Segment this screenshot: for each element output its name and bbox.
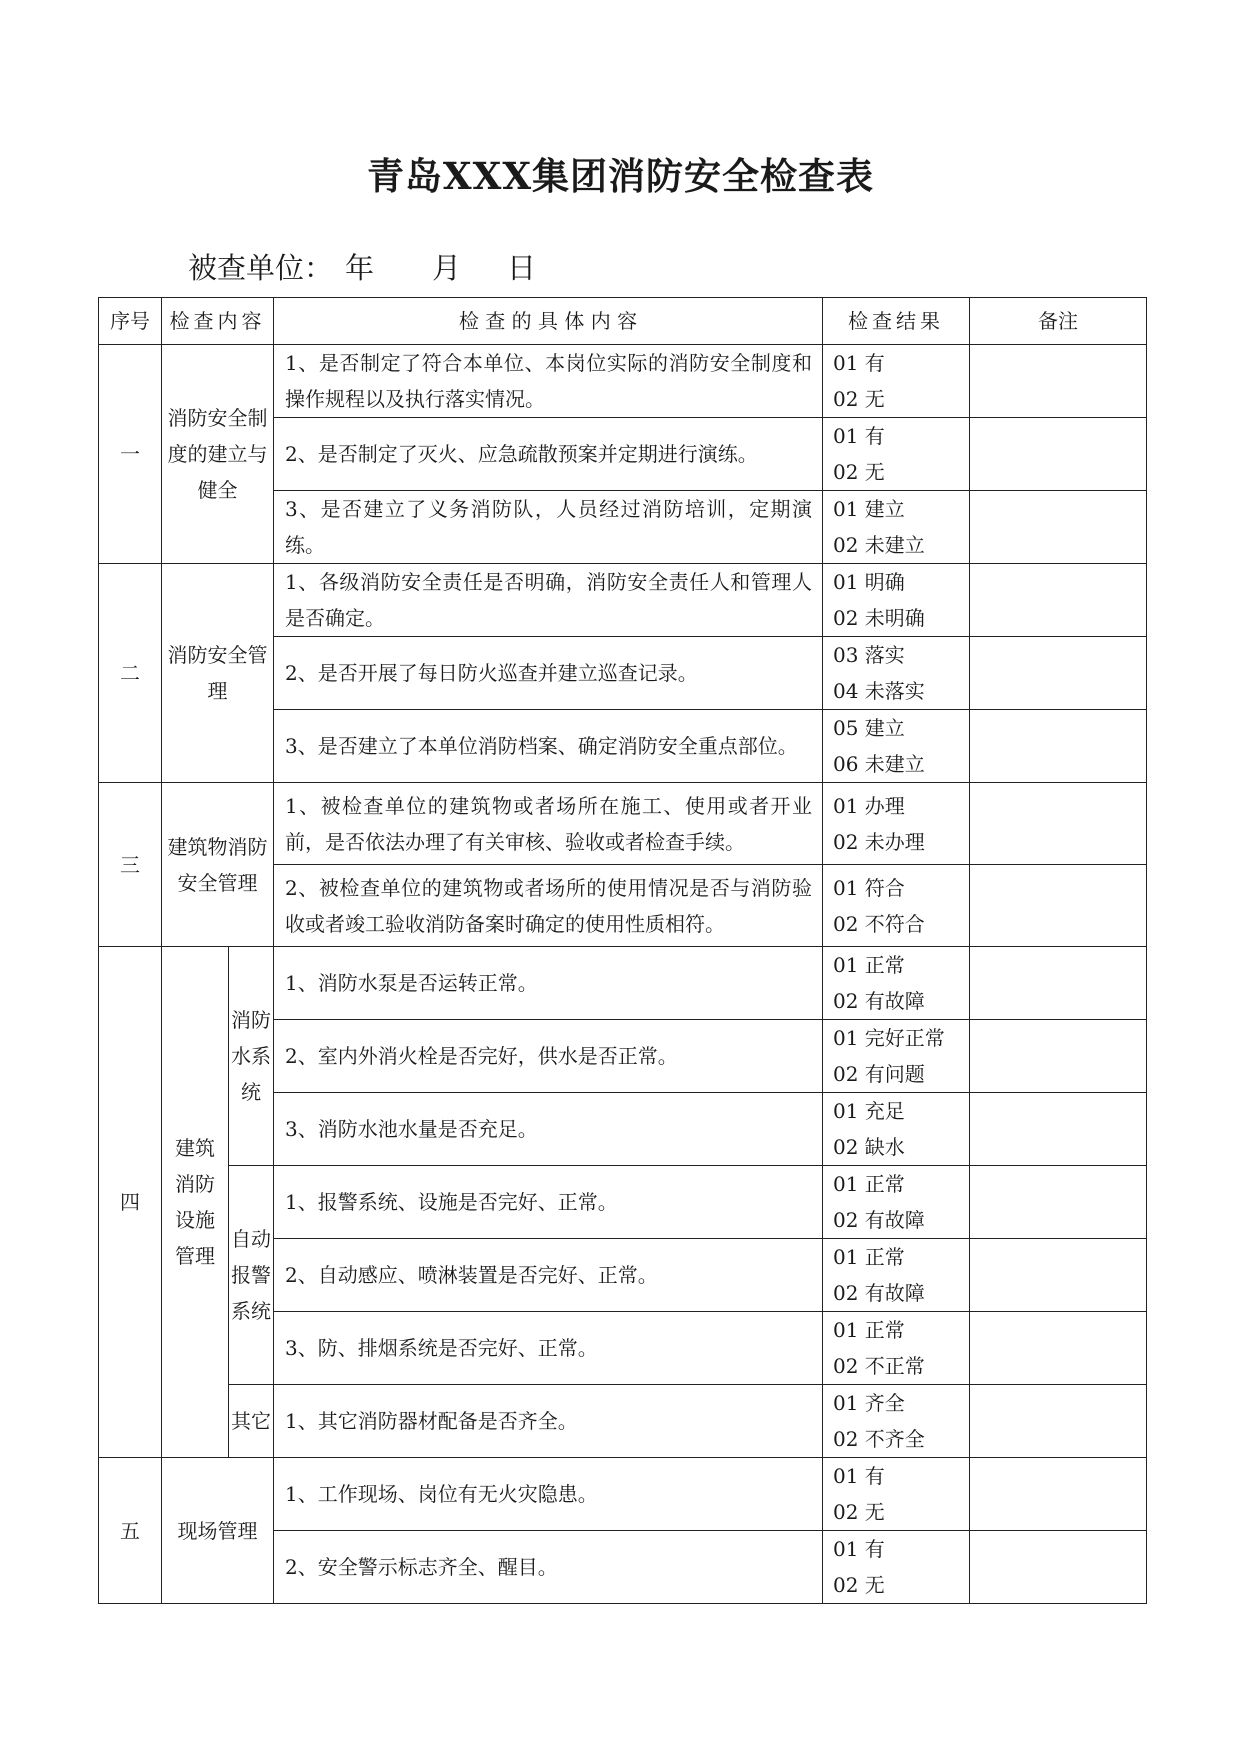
header-item: 检查内容 bbox=[162, 298, 274, 345]
remark-cell bbox=[970, 491, 1147, 564]
remark-cell bbox=[970, 1385, 1147, 1458]
remark-cell bbox=[970, 1166, 1147, 1239]
result-option: 01 正常 bbox=[833, 1245, 905, 1269]
inspected-unit-label: 被查单位： bbox=[188, 251, 334, 285]
table-row bbox=[99, 564, 1147, 637]
remark-cell bbox=[970, 710, 1147, 783]
result-option: 01 正常 bbox=[833, 1172, 905, 1196]
result-option: 01 齐全 bbox=[833, 1391, 905, 1415]
result-option: 01 有 bbox=[833, 424, 885, 448]
check-content-cell: 1、报警系统、设施是否完好、正常。 bbox=[274, 1166, 823, 1239]
result-option: 02 未建立 bbox=[833, 533, 925, 557]
check-content-cell: 2、是否开展了每日防火巡查并建立巡查记录。 bbox=[274, 637, 823, 710]
result-option: 02 有故障 bbox=[833, 989, 925, 1013]
remark-cell bbox=[970, 564, 1147, 637]
remark-cell bbox=[970, 345, 1147, 418]
check-content-cell: 3、防、排烟系统是否完好、正常。 bbox=[274, 1312, 823, 1385]
check-content-cell: 1、是否制定了符合本单位、本岗位实际的消防安全制度和操作规程以及执行落实情况。 bbox=[274, 345, 823, 418]
remark-cell bbox=[970, 1020, 1147, 1093]
check-content-cell: 2、安全警示标志齐全、醒目。 bbox=[274, 1531, 823, 1604]
result-option: 03 落实 bbox=[833, 643, 905, 667]
result-option: 02 无 bbox=[833, 1573, 885, 1597]
remark-cell bbox=[970, 1312, 1147, 1385]
result-option: 01 符合 bbox=[833, 875, 905, 900]
check-content-cell: 1、各级消防安全责任是否明确，消防安全责任人和管理人是否确定。 bbox=[274, 564, 823, 637]
table-row bbox=[99, 783, 1147, 865]
result-cell bbox=[823, 1093, 970, 1166]
check-content-cell: 3、消防水池水量是否充足。 bbox=[274, 1093, 823, 1166]
result-option: 02 缺水 bbox=[833, 1135, 905, 1159]
result-option: 02 无 bbox=[833, 1500, 885, 1524]
section-category: 消防安全制度的建立与健全 bbox=[162, 345, 274, 564]
section-category: 现场管理 bbox=[162, 1458, 274, 1604]
table-row bbox=[99, 1458, 1147, 1531]
result-option: 02 无 bbox=[833, 460, 885, 484]
result-option: 02 未办理 bbox=[833, 829, 925, 854]
check-content-cell: 1、被检查单位的建筑物或者场所在施工、使用或者开业前，是否依法办理了有关审核、验收或者检查手续。 bbox=[274, 783, 823, 865]
document-title: 青岛XXX集团消防安全检查表 bbox=[366, 154, 875, 198]
section-number: 一 bbox=[99, 345, 162, 564]
check-content-cell: 2、是否制定了灭火、应急疏散预案并定期进行演练。 bbox=[274, 418, 823, 491]
remark-cell bbox=[970, 1239, 1147, 1312]
year-label: 年 bbox=[345, 251, 375, 285]
result-cell bbox=[823, 491, 970, 564]
subsystem-name: 自动报警系统 bbox=[229, 1166, 274, 1385]
result-option: 02 不符合 bbox=[833, 911, 925, 936]
result-option: 01 充足 bbox=[833, 1099, 905, 1123]
check-content-cell: 2、自动感应、喷淋装置是否完好、正常。 bbox=[274, 1239, 823, 1312]
check-content-cell: 1、消防水泵是否运转正常。 bbox=[274, 947, 823, 1020]
header-row bbox=[99, 298, 1147, 345]
section-category: 建筑消防设施管理 bbox=[162, 947, 229, 1458]
result-option: 02 无 bbox=[833, 387, 885, 411]
day-label: 日 bbox=[507, 251, 537, 285]
result-option: 01 正常 bbox=[833, 953, 905, 977]
remark-cell bbox=[970, 418, 1147, 491]
check-content-cell: 2、被检查单位的建筑物或者场所的使用情况是否与消防验收或者竣工验收消防备案时确定的使用性质相符。 bbox=[274, 865, 823, 947]
result-option: 01 正常 bbox=[833, 1318, 905, 1342]
result-option: 02 不齐全 bbox=[833, 1427, 925, 1451]
result-option: 01 有 bbox=[833, 1464, 885, 1488]
header-result: 检查结果 bbox=[823, 298, 970, 345]
inspected-unit-line bbox=[188, 246, 536, 287]
result-option: 01 建立 bbox=[833, 497, 905, 521]
result-cell bbox=[823, 1312, 970, 1385]
remark-cell bbox=[970, 637, 1147, 710]
section-number: 五 bbox=[99, 1458, 162, 1604]
check-content-cell: 3、是否建立了本单位消防档案、确定消防安全重点部位。 bbox=[274, 710, 823, 783]
result-option: 06 未建立 bbox=[833, 752, 925, 776]
section-number: 二 bbox=[99, 564, 162, 783]
result-cell bbox=[823, 947, 970, 1020]
month-label: 月 bbox=[432, 251, 462, 285]
remark-cell bbox=[970, 1093, 1147, 1166]
result-cell bbox=[823, 418, 970, 491]
result-option: 01 有 bbox=[833, 1537, 885, 1561]
section-number: 三 bbox=[99, 783, 162, 947]
result-cell bbox=[823, 710, 970, 783]
result-option: 02 有故障 bbox=[833, 1281, 925, 1305]
subsystem-name: 消防水系统 bbox=[229, 947, 274, 1166]
result-option: 02 有问题 bbox=[833, 1062, 925, 1086]
remark-cell bbox=[970, 865, 1147, 947]
result-cell bbox=[823, 637, 970, 710]
result-option: 01 有 bbox=[833, 351, 885, 375]
remark-cell bbox=[970, 783, 1147, 865]
result-option: 01 办理 bbox=[833, 793, 905, 818]
check-content-cell: 3、是否建立了义务消防队，人员经过消防培训，定期演练。 bbox=[274, 491, 823, 564]
result-option: 01 明确 bbox=[833, 570, 905, 594]
result-option: 02 不正常 bbox=[833, 1354, 925, 1378]
result-cell bbox=[823, 345, 970, 418]
result-option: 02 有故障 bbox=[833, 1208, 925, 1232]
remark-cell bbox=[970, 947, 1147, 1020]
header-seq: 序号 bbox=[99, 298, 162, 345]
result-cell bbox=[823, 1166, 970, 1239]
subsystem-name: 其它 bbox=[229, 1385, 274, 1458]
result-option: 05 建立 bbox=[833, 716, 905, 740]
result-cell bbox=[823, 865, 970, 947]
table-row bbox=[99, 1385, 1147, 1458]
result-cell bbox=[823, 1531, 970, 1604]
table-row bbox=[99, 947, 1147, 1020]
header-remark: 备注 bbox=[970, 298, 1147, 345]
result-option: 02 未明确 bbox=[833, 606, 925, 630]
check-content-cell: 1、工作现场、岗位有无火灾隐患。 bbox=[274, 1458, 823, 1531]
result-cell bbox=[823, 1239, 970, 1312]
remark-cell bbox=[970, 1458, 1147, 1531]
result-option: 04 未落实 bbox=[833, 679, 925, 703]
result-cell bbox=[823, 1020, 970, 1093]
check-content-cell: 2、室内外消火栓是否完好，供水是否正常。 bbox=[274, 1020, 823, 1093]
result-cell bbox=[823, 783, 970, 865]
check-content-cell: 1、其它消防器材配备是否齐全。 bbox=[274, 1385, 823, 1458]
result-cell bbox=[823, 1458, 970, 1531]
section-category: 消防安全管理 bbox=[162, 564, 274, 783]
result-cell bbox=[823, 564, 970, 637]
header-detail: 检 查 的 具 体 内 容 bbox=[274, 298, 823, 345]
table-row bbox=[99, 345, 1147, 418]
remark-cell bbox=[970, 1531, 1147, 1604]
result-cell bbox=[823, 1385, 970, 1458]
inspection-table bbox=[98, 297, 1147, 1604]
result-option: 01 完好正常 bbox=[833, 1026, 945, 1050]
section-category: 建筑物消防安全管理 bbox=[162, 783, 274, 947]
section-number: 四 bbox=[99, 947, 162, 1458]
table-row bbox=[99, 1166, 1147, 1239]
